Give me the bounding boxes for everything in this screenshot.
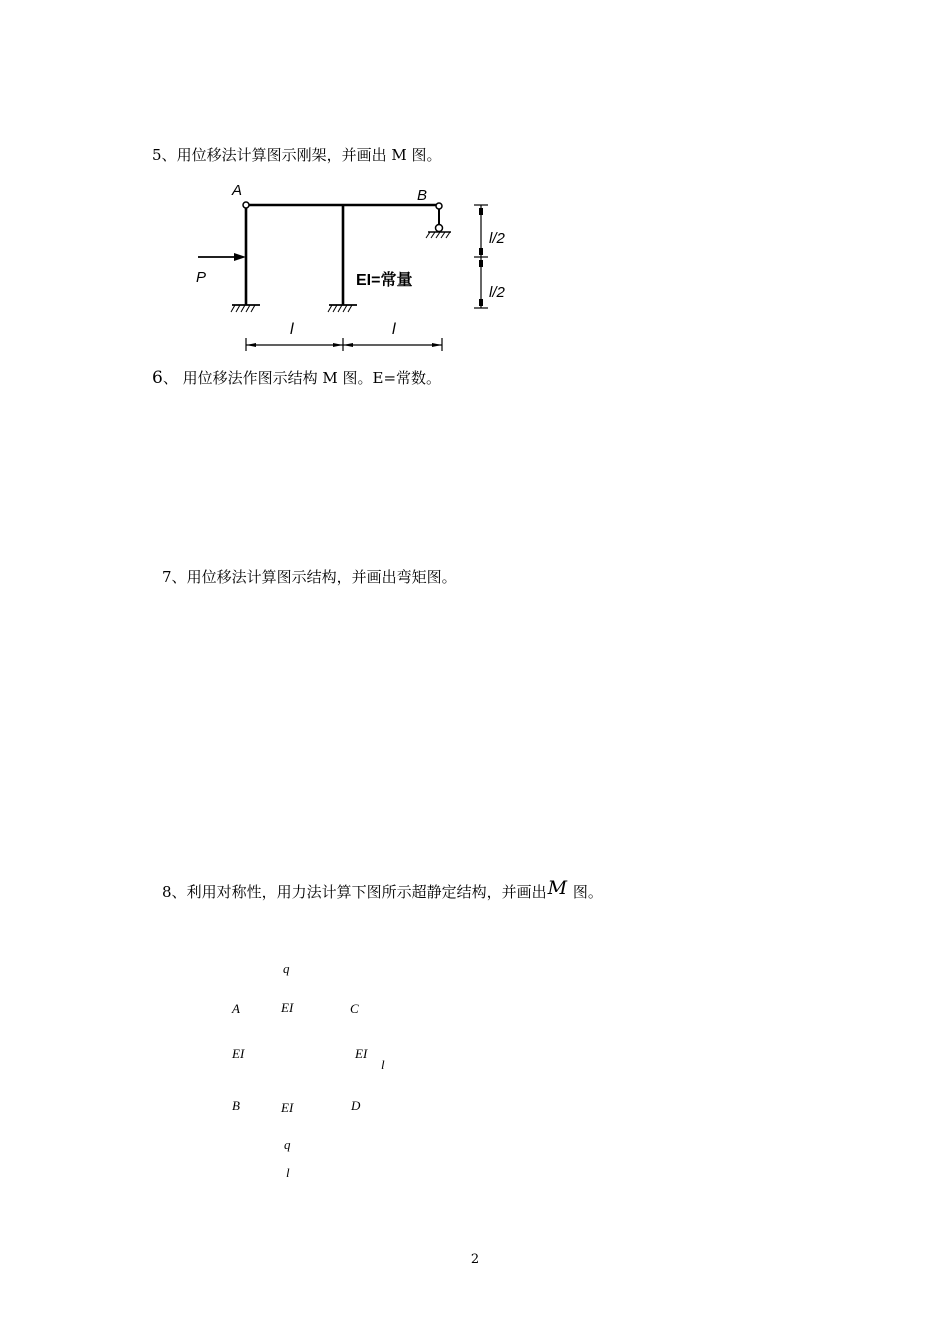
fig8-label-ei-bottom: EI [281, 1100, 294, 1115]
question-6-text: 用位移法作图示结构 M 图。E=常数。 [182, 369, 442, 387]
question-7-number: 7 [162, 568, 172, 586]
question-8-sep: 、 [171, 883, 187, 901]
question-5-number: 5 [152, 146, 162, 164]
question-8-text: 利用对称性，用力法计算下图所示超静定结构，并画出 [186, 883, 547, 901]
fig8-label-d: D [351, 1098, 361, 1113]
fig8-label-l-right: l [381, 1057, 385, 1072]
question-8-text-after: 图。 [568, 883, 603, 901]
question-8-number: 8 [162, 883, 172, 901]
fig8-label-ei-right: EI [355, 1046, 368, 1061]
fig8-label-q-bottom: q [284, 1137, 291, 1152]
label-a: A [232, 182, 243, 199]
fig8-label-ei-top: EI [281, 1000, 294, 1015]
question-7-sep: 、 [171, 568, 187, 586]
label-ei: EI=常量 [356, 272, 413, 289]
roller-b [436, 225, 443, 232]
page-number: 2 [470, 1252, 480, 1267]
fig8-label-ei-left: EI [232, 1046, 245, 1061]
fig8-label-a: A [232, 1001, 240, 1016]
question-6 [152, 367, 441, 388]
question-8 [162, 877, 603, 902]
hinge-b [436, 203, 442, 209]
question-5 [152, 144, 441, 165]
question-7 [162, 566, 457, 587]
question-5-text: 用位移法计算图示刚架，并画出 M 图。 [176, 146, 442, 164]
fig8-label-l-bottom: l [286, 1165, 290, 1180]
question-7-text: 用位移法计算图示结构，并画出弯矩图。 [186, 568, 457, 586]
question-8-symbol: M [547, 877, 568, 899]
fig8-label-c: C [350, 1001, 359, 1016]
fig8-label-b: B [232, 1098, 240, 1113]
hinge-a [243, 202, 249, 208]
question-6-number: 6 [152, 368, 163, 388]
figure-5-frame [190, 178, 510, 353]
dim-v2-label: l/2 [489, 284, 505, 301]
label-p: P [196, 269, 207, 286]
question-6-sep: 、 [162, 369, 178, 387]
dim-h2-label: l [392, 321, 396, 338]
dim-h1-label: l [290, 321, 294, 338]
question-5-sep: 、 [161, 146, 177, 164]
dim-v1-label: l/2 [489, 230, 505, 247]
fig8-label-q-top: q [283, 961, 290, 976]
label-b: B [417, 187, 428, 204]
